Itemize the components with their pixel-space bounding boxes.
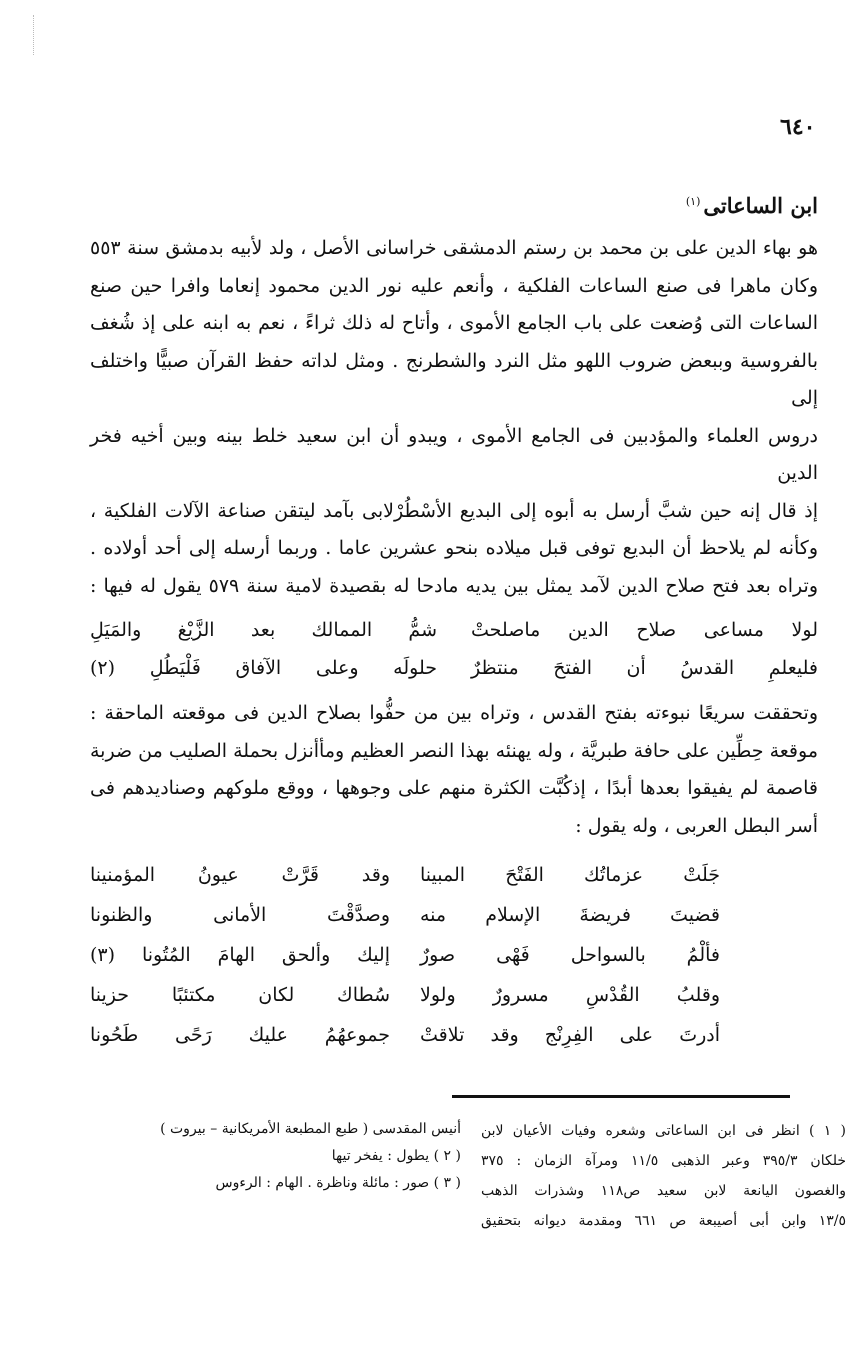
poem-right-hemistich: قضيتَ فريضةَ الإسلام منه: [420, 904, 720, 926]
poem-right-hemistich: أدرتَ على الفِرِنْج وقد تلاقتْ: [420, 1024, 720, 1046]
paragraph-line: دروس العلماء والمؤدبين فى الجامع الأموى ، ويبدو أن ابن سعيد خلط بينه وبين أخيه فخر الدين: [90, 424, 818, 484]
page-body: [90, 112, 846, 1236]
scan-artifact: [33, 15, 36, 55]
verse-right-hemistich: فليعلمِ القدسُ أن الفتحَ منتظرٌ: [471, 657, 818, 679]
paragraph-line: قاصمة لم يفيقوا بعدها أبدًا ، إذكُبَّت الكثرة منهم على وجوهها ، ووقع ملوكهم وصناديدهم فى: [90, 777, 818, 799]
footnotes: [90, 1116, 846, 1236]
footnote-line: والغصون اليانعة لابن سعيد ص١١٨ وشذرات الذهب: [481, 1183, 846, 1199]
footnote-line: ( ١ ) انظر فى ابن الساعاتى وشعره وفيات الأعيان لابن: [481, 1123, 846, 1139]
footnote-line: ( ٢ ) يطول : يفخر تيها: [331, 1148, 461, 1164]
poem-right-hemistich: جَلَتْ عزماتُك الفَتْحَ المبينا: [420, 864, 720, 886]
poem-block: [90, 855, 818, 1055]
paragraph-line: وكان ماهرا فى صنع الساعات الفلكية ، وأنعم عليه نور الدين محمود إنعاما وافرا حين صنع: [90, 274, 818, 297]
paragraph-line: موقعة حِطِّين على حافة طبريَّة ، وله يهنئه بهذا النصر العظيم ومأأنزل بحملة الصليب من ضربة: [90, 739, 818, 762]
paragraph-line: وتحققت سريعًا نبوءته بفتح القدس ، وتراه بين من حفُّوا بصلاح الدين فى موقعته الماحقة :: [90, 702, 818, 724]
poem-right-hemistich: وقلبُ القُدْسِ مسرورٌ ولولا: [420, 984, 720, 1006]
poem-left-hemistich: جموعهُمُ عليك رَحًى طَحُونا: [90, 1024, 390, 1046]
footnote-line: ( ٣ ) صور : مائلة وناظرة . الهام : الرءوس: [215, 1175, 461, 1191]
paragraph-1: [90, 230, 818, 605]
paragraph-line: بالفروسية وببعض ضروب اللهو مثل النرد والشطرنج . ومثل لداته حفظ القرآن صبيًّا واختلف إلى: [90, 349, 818, 409]
footnote-line: ١٣/٥ وابن أبى أصيبعة ص ٦٦١ ومقدمة ديوانه بتحقيق: [481, 1213, 846, 1229]
verses-block: [90, 611, 818, 687]
footnotes-left-column: [90, 1116, 461, 1236]
page-number: ٦٤٠: [780, 114, 816, 140]
verse-left-hemistich: شمُّ الممالك بعد الزَّيْغ والمَيَلِ: [90, 619, 437, 641]
footnote-line: أنيس المقدسى ( طبع المطبعة الأمريكانية – بيروت ): [160, 1121, 461, 1137]
poem-left-hemistich: وصدَّقْتَ الأمانى والظنونا: [90, 904, 390, 926]
verse-right-hemistich: لولا مساعى صلاح الدين ماصلحتْ: [471, 619, 818, 641]
paragraph-line: وكأنه لم يلاحظ أن البديع توفى قبل ميلاده بنحو عشرين عاما . وربما أرسله إلى أحد أولاده .: [90, 537, 818, 559]
paragraph-line: الساعات التى وُضعت على باب الجامع الأموى ، وأتاح له ذلك ثراءً ، نعم به ابنه على إذ شُغف: [90, 312, 818, 334]
poem-right-hemistich: فألْمُ بالسواحل فَهْى صورٌ: [420, 944, 720, 966]
paragraph-line: هو بهاء الدين على بن محمد بن رستم الدمشقى خراسانى الأصل ، ولد لأبيه بدمشق سنة ٥٥٣: [90, 237, 818, 259]
paragraph-line: أسر البطل العربى ، وله يقول :: [575, 814, 818, 837]
paragraph-line: إذ قال إنه حين شبَّ أرسل به أبوه إلى البديع الأسْطُرْلابى بآمد ليتقن صناعة الآلات الفلكية ،: [90, 499, 818, 522]
poem-left-hemistich: إليك وألحق الهامَ المُتُونا (٣): [90, 944, 390, 966]
paragraph-line: وتراه بعد فتح صلاح الدين لآمد يمثل بين يديه مادحا له بقصيدة لامية سنة ٥٧٩ يقول له فيها :: [90, 574, 818, 597]
verse-left-hemistich: حلولَه وعلى الآفاق فَلْيَطُلِ (٢): [90, 657, 437, 679]
poem-left-hemistich: سُطاك لكان مكتئبًا حزينا: [90, 984, 390, 1006]
paragraph-2: [90, 695, 818, 845]
footnote-divider: [452, 1095, 790, 1098]
footnote-line: خلكان ٣٩٥/٣ وعبر الذهبى ١١/٥ ومرآة الزمان : ٣٧٥: [481, 1153, 846, 1169]
footnotes-right-column: [481, 1116, 846, 1236]
section-title: [90, 186, 818, 222]
poem-left-hemistich: وقد قَرَّتْ عيونُ المؤمنينا: [90, 864, 390, 886]
title-footnote-ref: (١): [685, 195, 701, 208]
title-text: ابن الساعاتى: [703, 193, 818, 218]
